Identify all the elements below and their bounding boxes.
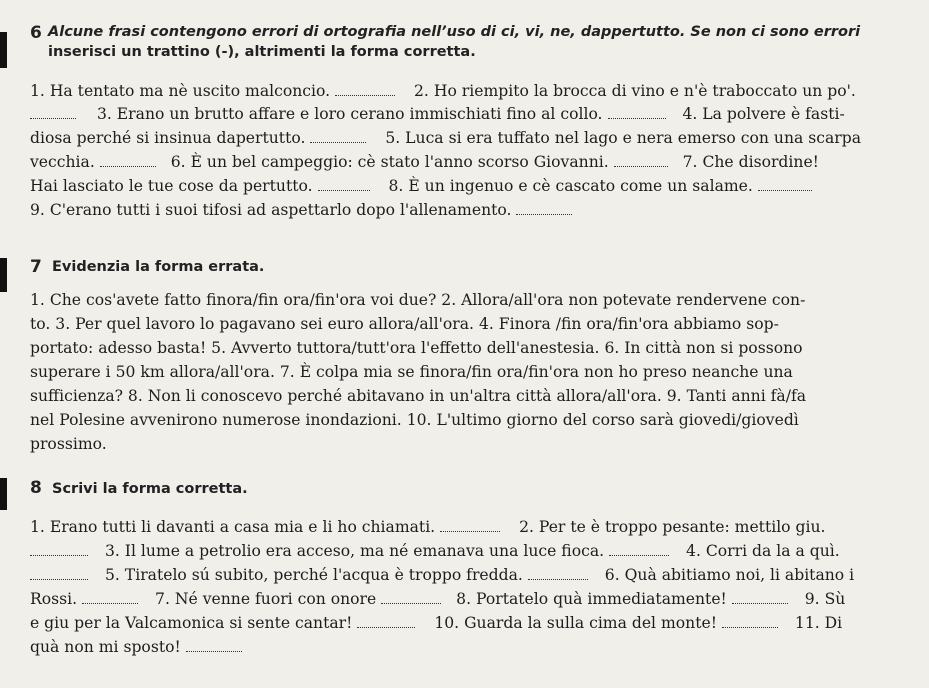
sentence: 6. È un bel campeggio: cè stato l'anno scorso Giovanni. [170,153,609,171]
sentence: 7. Né venne fuori con onore [155,590,377,608]
exercise-6-line-1 [30,80,856,102]
sentence: vecchia. [30,153,95,171]
sentence: 4. La polvere è fasti- [682,105,845,123]
answer-blank[interactable] [381,590,441,604]
answer-blank[interactable] [335,82,395,96]
sentence: 9. C'erano tutti i suoi tifosi ad aspettarlo dopo l'allenamento. [30,201,512,219]
answer-blank[interactable] [516,201,572,215]
exercise-8-line-6 [30,636,242,658]
exercise-8-instruction: Scrivi la forma corretta. [52,481,248,497]
exercise-7-line-2: to. 3. Per quel lavoro lo pagavano sei euro allora/all'ora. 4. Finora /fin ora/fin'ora abbiamo sop- [30,315,779,333]
exercise-6-line-2 [30,103,845,125]
answer-blank[interactable] [310,129,366,143]
sentence: 1. Erano tutti li davanti a casa mia e li ho chiamati. [30,518,436,536]
exercise-7-marker [0,258,7,292]
sentence: 5. Tiratelo sú subito, perché l'acqua è troppo fredda. [104,566,523,584]
sentence: 11. Di [794,614,843,632]
sentence: diosa perché si insinua dapertutto. [30,129,306,147]
sentence: e giu per la Valcamonica si sente cantar! [30,614,353,632]
sentence: 6. Quà abitiamo noi, li abitano i [604,566,855,584]
sentence: Rossi. [30,590,78,608]
sentence: 2. Ho riempito la brocca di vino e n'è traboccato un po'. [414,82,856,100]
exercise-7-instruction: Evidenzia la forma errata. [52,259,265,275]
exercise-7-line-3: portato: adesso basta! 5. Avverto tuttora/tutt'ora l'effetto dell'anestesia. 6. In città non si possono [30,339,803,357]
answer-blank[interactable] [186,638,242,652]
answer-blank[interactable] [30,542,88,556]
exercise-8-line-4 [30,588,845,610]
exercise-6-number: 6 [30,23,42,43]
answer-blank[interactable] [357,614,415,628]
sentence: 8. Portatelo quà immediatamente! [456,590,727,608]
exercise-7-line-6: nel Polesine avvenirono numerose inondazioni. 10. L'ultimo giorno del corso sarà giovedi/giovedì [30,411,799,429]
answer-blank[interactable] [440,518,500,532]
sentence: 1. Ha tentato ma nè uscito malconcio. [30,82,331,100]
sentence: Hai lasciato le tue cose da pertutto. [30,177,313,195]
exercise-7-line-7: prossimo. [30,435,107,453]
sentence: 3. Erano un brutto affare e loro cerano immischiati fino al collo. [96,105,603,123]
exercise-6-marker [0,32,7,68]
exercise-6-line-6 [30,199,572,221]
exercise-7-line-1: 1. Che cos'avete fatto finora/fin ora/fin'ora voi due? 2. Allora/all'ora non potevate rendervene con- [30,291,806,309]
answer-blank[interactable] [30,566,88,580]
sentence: 4. Corri da la a quì. [686,542,840,560]
answer-blank[interactable] [609,542,669,556]
answer-blank[interactable] [528,566,588,580]
exercise-8-line-3 [30,564,854,586]
exercise-8-marker [0,478,7,510]
answer-blank[interactable] [732,590,788,604]
sentence: 3. Il lume a petrolio era acceso, ma né emanava una luce fioca. [104,542,605,560]
answer-blank[interactable] [614,153,668,167]
answer-blank[interactable] [100,153,156,167]
answer-blank[interactable] [318,177,370,191]
answer-blank[interactable] [30,105,76,119]
exercise-6-line-4 [30,151,819,173]
exercise-8-number: 8 [30,478,42,498]
exercise-6-instruction-line-2: inserisci un trattino (-), altrimenti la forma corretta. [48,44,476,60]
exercise-7-line-5: sufficienza? 8. Non li conoscevo perché abitavano in un'altra città allora/all'ora. 9. Tanti anni fà/fa [30,387,807,405]
exercise-8-line-1 [30,516,826,538]
answer-blank[interactable] [608,105,666,119]
exercise-8-line-2 [30,540,840,562]
exercise-8-line-5 [30,612,842,634]
sentence: 5. Luca si era tuffato nel lago e nera emerso con una scarpa [385,129,862,147]
exercise-6-instruction-line-1: Alcune frasi contengono errori di ortografia nell’uso di ci, vi, ne, dappertutto. Se non ci sono errori [48,24,861,40]
exercise-7-line-4: superare i 50 km allora/all'ora. 7. È colpa mia se finora/fin ora/fin'ora non ho preso neanche una [30,363,793,381]
answer-blank[interactable] [722,614,778,628]
answer-blank[interactable] [82,590,138,604]
exercise-6-line-5 [30,175,812,197]
exercise-7-number: 7 [30,257,42,277]
sentence: 10. Guarda la sulla cima del monte! [434,614,717,632]
sentence: 7. Che disordine! [682,153,819,171]
answer-blank[interactable] [758,177,812,191]
sentence: 2. Per te è troppo pesante: mettilo giu. [519,518,826,536]
exercise-6-line-3 [30,127,861,149]
sentence: quà non mi sposto! [30,638,181,656]
sentence: 9. Sù [804,590,846,608]
sentence: 8. È un ingenuo e cè cascato come un salame. [388,177,753,195]
